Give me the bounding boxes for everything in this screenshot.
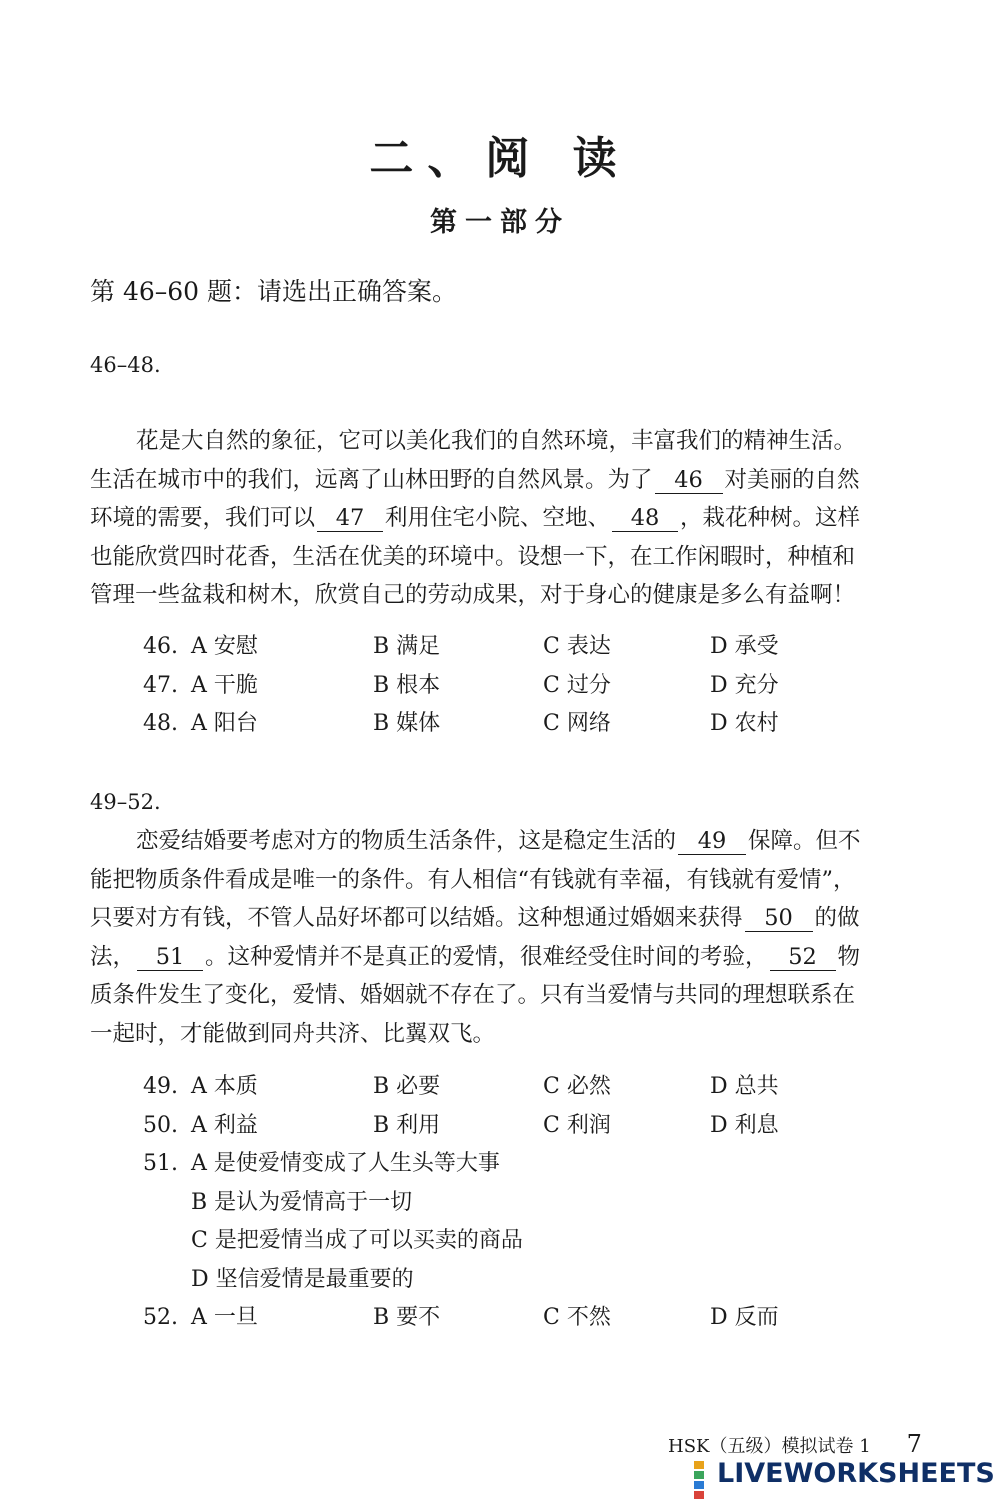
option-46-d[interactable]: D 承受 (710, 634, 779, 659)
blank-49[interactable]: 49 (678, 828, 746, 855)
blank-47[interactable]: 47 (317, 505, 383, 532)
option-50-d[interactable]: D 利息 (710, 1112, 779, 1138)
option-48-d[interactable]: D 农村 (710, 711, 779, 736)
part-title: 第一部分 (430, 207, 570, 238)
option-49-c[interactable]: C 必然 (543, 1074, 611, 1099)
option-52-c[interactable]: C 不然 (543, 1305, 611, 1330)
exam-label: HSK（五级）模拟试卷 1 (668, 1436, 871, 1457)
option-51-d[interactable]: D 坚信爱情是最重要的 (191, 1266, 414, 1292)
question-range-46-48: 46–48. (90, 353, 161, 377)
exam-page: 二、阅 读 第一部分 第 46–60 题：请选出正确答案。 46–48. 花是大自然的象征，它可以美化我们的自然环境，丰富我们的精神生活。 生活在城市中的我们，远离了山林田野的自然风景。为了 46 对美丽的自然 环境的需要，我们可以 47 利用住宅小院、空地、 48 ，栽花种树。这样 也能欣赏四时花香，生活在优美的环境中。设想一下，在工作闲暇时，种植和 管理一些盆栽和树木，欣赏自己的劳动成果，对于身心的健康是多么有益啊！ 46. A 安慰 B 满足 C 表达 D 承受 47. A 干脆 B 根本 C 过分 D 充分 48. A 阳台 B 媒体 C 网络 D 农村 49–52. 恋爱结婚要考虑对方的物质生活条件，这是稳定生活的 49 保障。但不 能把物质条件看成是唯一的条件。有人相信“有钱就有幸福，有钱就有爱情”， 只要对方有钱，不管人品好坏都可以结婚。这种想通过婚姻来获得 50 的做 法， 51 。这种爱情并不是真正的爱情，很难经受住时间的考验， 52 物 质条件发生了变化，爱情、婚姻就不存在了。只有当爱情与共同的理想联系在 一起时，才能做到同舟共济、比翼双飞。 49. A 本质 B 必要 C 必然 D 总共 50. A 利益 B 利用 C 利润 D 利息 51. A 是使爱情变成了人生头等大事 B 是认为爱情高于一切 C 是把爱情当成了可以买卖的商品 D 坚信爱情是最重要的 52. A 一旦 B 要不 C 不然 D 反而 HSK（五级）模拟试卷 1 7 LIVEWORKSHEETS (0, 0, 1000, 1495)
liveworksheets-logo-icon (693, 1460, 715, 1487)
option-47-c[interactable]: C 过分 (543, 672, 611, 698)
option-46-b[interactable]: B 满足 (373, 634, 441, 659)
option-49-b[interactable]: B 必要 (373, 1074, 441, 1099)
section-title: 二、阅 读 (369, 133, 631, 184)
passage-line: 法， 51 。这种爱情并不是真正的爱情，很难经受住时间的考验， 52 物 (90, 943, 861, 970)
blank-51[interactable]: 51 (137, 944, 203, 971)
option-52-a[interactable]: A 一旦 (191, 1305, 258, 1330)
option-46-c[interactable]: C 表达 (543, 634, 611, 659)
option-48-a[interactable]: A 阳台 (191, 711, 258, 736)
option-50-a[interactable]: A 利益 (191, 1112, 258, 1138)
blank-46[interactable]: 46 (655, 467, 723, 494)
option-49-d[interactable]: D 总共 (710, 1074, 779, 1099)
page-footer (668, 1430, 922, 1458)
option-51-b[interactable]: B 是认为爱情高于一切 (191, 1189, 413, 1215)
instruction-text: 第 46–60 题：请选出正确答案。 (90, 277, 458, 306)
option-50-c[interactable]: C 利润 (543, 1112, 611, 1138)
passage-line: 只要对方有钱，不管人品好坏都可以结婚。这种想通过婚姻来获得 50 的做 (90, 905, 860, 932)
passage-line: 一起时，才能做到同舟共济、比翼双飞。 (90, 1020, 496, 1047)
option-51-c[interactable]: C 是把爱情当成了可以买卖的商品 (191, 1228, 523, 1253)
option-48-b[interactable]: B 媒体 (373, 711, 441, 736)
option-47-a[interactable]: A 干脆 (191, 672, 258, 698)
option-46-a[interactable]: A 安慰 (191, 634, 258, 659)
passage-line: 恋爱结婚要考虑对方的物质生活条件，这是稳定生活的 49 保障。但不 (136, 828, 861, 854)
watermark (693, 1458, 995, 1489)
passage-46-48 (90, 422, 910, 615)
option-52-b[interactable]: B 要不 (373, 1305, 441, 1330)
blank-48[interactable]: 48 (612, 505, 678, 532)
passage-line: 环境的需要，我们可以 47 利用住宅小院、空地、 48 ，栽花种树。这样 (90, 505, 861, 532)
passage-line: 质条件发生了变化，爱情、婚姻就不存在了。只有当爱情与共同的理想联系在 (90, 982, 856, 1009)
page-number: 7 (906, 1430, 922, 1458)
option-50-b[interactable]: B 利用 (373, 1112, 441, 1138)
watermark-text: LIVEWORKSHEETS (717, 1458, 995, 1489)
option-49-a[interactable]: A 本质 (191, 1074, 258, 1099)
option-52-d[interactable]: D 反而 (710, 1305, 779, 1330)
option-47-b[interactable]: B 根本 (373, 672, 441, 698)
blank-50[interactable]: 50 (745, 905, 813, 932)
passage-line: 生活在城市中的我们，远离了山林田野的自然风景。为了 46 对美丽的自然 (90, 466, 860, 493)
passage-49-52 (90, 822, 910, 1054)
passage-line: 管理一些盆栽和树木，欣赏自己的劳动成果，对于身心的健康是多么有益啊！ (90, 582, 856, 609)
blank-52[interactable]: 52 (770, 944, 836, 971)
option-51-a[interactable]: A 是使爱情变成了人生头等大事 (191, 1151, 500, 1176)
option-47-d[interactable]: D 充分 (710, 672, 779, 698)
passage-line: 能把物质条件看成是唯一的条件。有人相信“有钱就有幸福，有钱就有爱情”， (90, 866, 856, 893)
question-range-49-52: 49–52. (90, 790, 161, 814)
passage-line: 花是大自然的象征，它可以美化我们的自然环境，丰富我们的精神生活。 (136, 428, 857, 454)
option-48-c[interactable]: C 网络 (543, 711, 611, 736)
passage-line: 也能欣赏四时花香，生活在优美的环境中。设想一下，在工作闲暇时，种植和 (90, 543, 856, 570)
